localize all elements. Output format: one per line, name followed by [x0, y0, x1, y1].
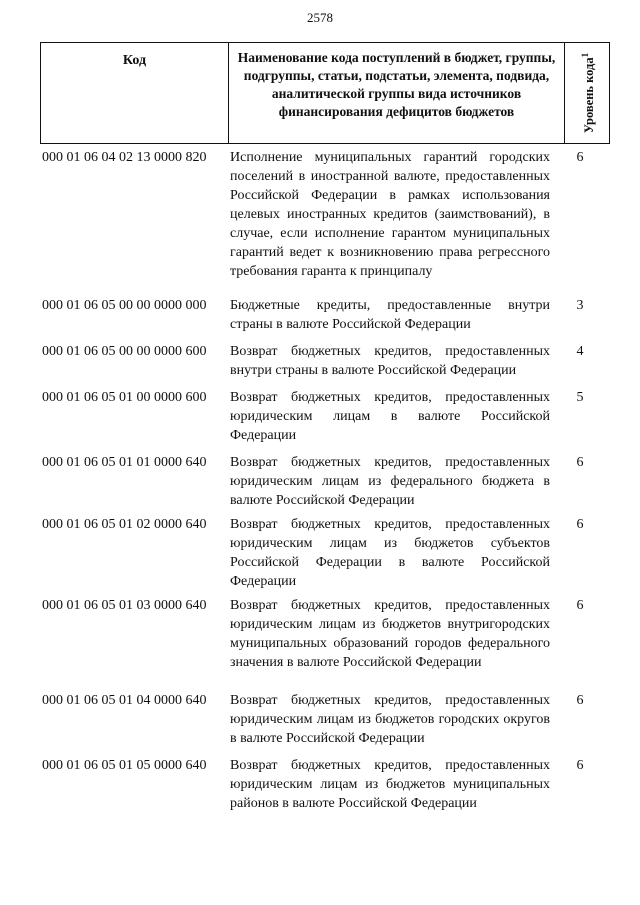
row-level: 6	[576, 455, 584, 470]
row-code: 000 01 06 05 01 02 0000 640	[42, 517, 207, 532]
page-number: 2578	[307, 10, 333, 25]
row-level: 5	[576, 390, 584, 405]
header-level-text: Уровень кода	[582, 57, 597, 134]
row-code: 000 01 06 05 01 00 0000 600	[42, 390, 207, 405]
header-code: Код	[41, 43, 229, 143]
row-level: 6	[576, 693, 584, 708]
row-code: 000 01 06 05 01 01 0000 640	[42, 455, 207, 470]
row-name: Возврат бюджетных кредитов, предоставленных юридическим лицам из бюджетов муниципальных районов в валюте Российской Федерации	[230, 758, 550, 811]
row-code: 000 01 06 05 01 05 0000 640	[42, 758, 207, 773]
row-code: 000 01 06 04 02 13 0000 820	[42, 150, 207, 165]
row-name: Возврат бюджетных кредитов, предоставленных юридическим лицам из бюджетов субъектов Российской Федерации в валюте Российской Федерации	[230, 517, 550, 589]
header-level-footnote: 1	[579, 52, 590, 58]
row-level: 6	[576, 758, 584, 773]
row-code: 000 01 06 05 01 03 0000 640	[42, 598, 207, 613]
row-name: Возврат бюджетных кредитов, предоставленных юридическим лицам в валюте Российской Федерации	[230, 390, 550, 443]
row-level: 3	[576, 298, 584, 313]
row-code: 000 01 06 05 00 00 0000 000	[42, 298, 207, 313]
row-name: Возврат бюджетных кредитов, предоставленных юридическим лицам из бюджетов внутригородских муниципальных образований городов федерального значения в валюте Российской Федерации	[230, 598, 550, 670]
row-name: Возврат бюджетных кредитов, предоставленных юридическим лицам из бюджетов городских округов в валюте Российской Федерации	[230, 693, 550, 746]
row-level: 4	[576, 344, 584, 359]
header-level	[565, 43, 609, 143]
table-header	[40, 42, 610, 144]
row-name: Возврат бюджетных кредитов, предоставленных юридическим лицам из федерального бюджета в валюте Российской Федерации	[230, 455, 550, 508]
row-level: 6	[576, 150, 584, 165]
row-name: Возврат бюджетных кредитов, предоставленных внутри страны в валюте Российской Федерации	[230, 344, 550, 378]
row-level: 6	[576, 517, 584, 532]
header-name: Наименование кода поступлений в бюджет, группы, подгруппы, статьи, подстатьи, элемента, подвида, аналитической группы вида источников финансирования дефицитов бюджетов	[229, 43, 565, 143]
row-level: 6	[576, 598, 584, 613]
row-name: Исполнение муниципальных гарантий городских поселений в иностранной валюте, предоставленных Российской Федерации в рамках использования целевых иностранных кредитов (заимствований), в случае, если исполнение гарантом муниципальных гарантий ведет к возникновению права регрессного требования гаранта к принципалу	[230, 150, 550, 279]
header-level-label	[578, 53, 596, 133]
row-code: 000 01 06 05 00 00 0000 600	[42, 344, 207, 359]
row-name: Бюджетные кредиты, предоставленные внутри страны в валюте Российской Федерации	[230, 298, 550, 332]
row-code: 000 01 06 05 01 04 0000 640	[42, 693, 207, 708]
